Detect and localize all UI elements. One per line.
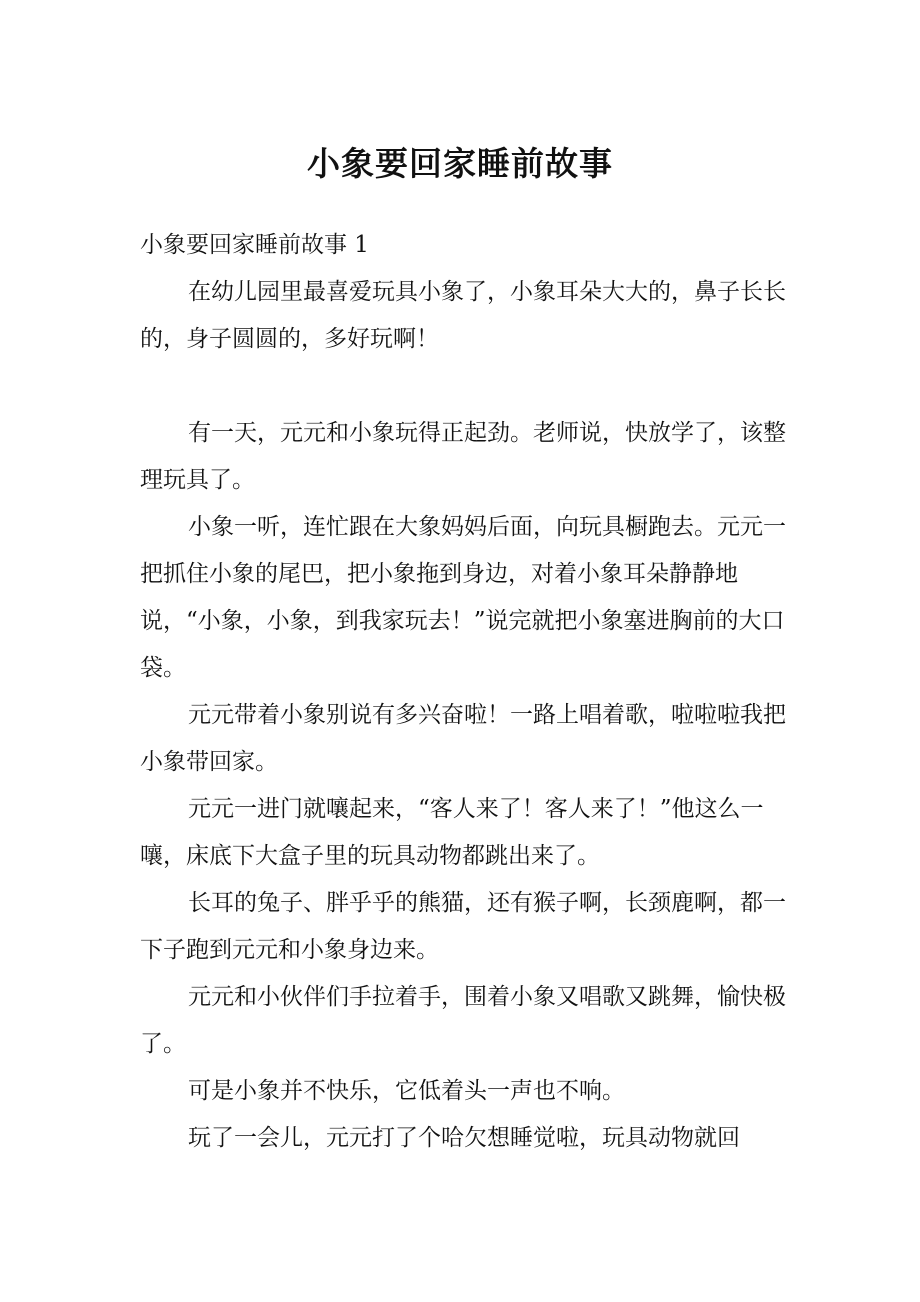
paragraph-spacer — [140, 363, 790, 410]
paragraph: 元元带着小象别说有多兴奋啦！一路上唱着歌，啦啦啦我把小象带回家。 — [140, 702, 786, 775]
paragraph: 元元和小伙伴们手拉着手，围着小象又唱歌又跳舞，愉快极了。 — [140, 984, 786, 1057]
document-title: 小象要回家睡前故事 — [307, 144, 613, 183]
paragraph: 有一天，元元和小象玩得正起劲。老师说，快放学了，该整理玩具了。 — [140, 420, 786, 493]
paragraph: 小象一听，连忙跟在大象妈妈后面，向玩具橱跑去。元元一把抓住小象的尾巴，把小象拖到身边，对着小象耳朵静静地说，“小象，小象，到我家玩去！”说完就把小象塞进胸前的大口袋。 — [140, 514, 786, 681]
document-body — [140, 222, 790, 1162]
paragraph: 可是小象并不快乐，它低着头一声也不响。 — [188, 1078, 625, 1104]
paragraph: 玩了一会儿，元元打了个哈欠想睡觉啦，玩具动物就回 — [188, 1125, 740, 1151]
paragraph: 元元一进门就嚷起来，“客人来了！客人来了！”他这么一嚷，床底下大盒子里的玩具动物都跳出来了。 — [140, 796, 764, 869]
paragraph: 长耳的兔子、胖乎乎的熊猫，还有猴子啊，长颈鹿啊，都一下子跑到元元和小象身边来。 — [140, 890, 786, 963]
section-heading: 小象要回家睡前故事 1 — [140, 232, 369, 258]
paragraph: 在幼儿园里最喜爱玩具小象了，小象耳朵大大的，鼻子长长的，身子圆圆的，多好玩啊！ — [140, 279, 786, 352]
